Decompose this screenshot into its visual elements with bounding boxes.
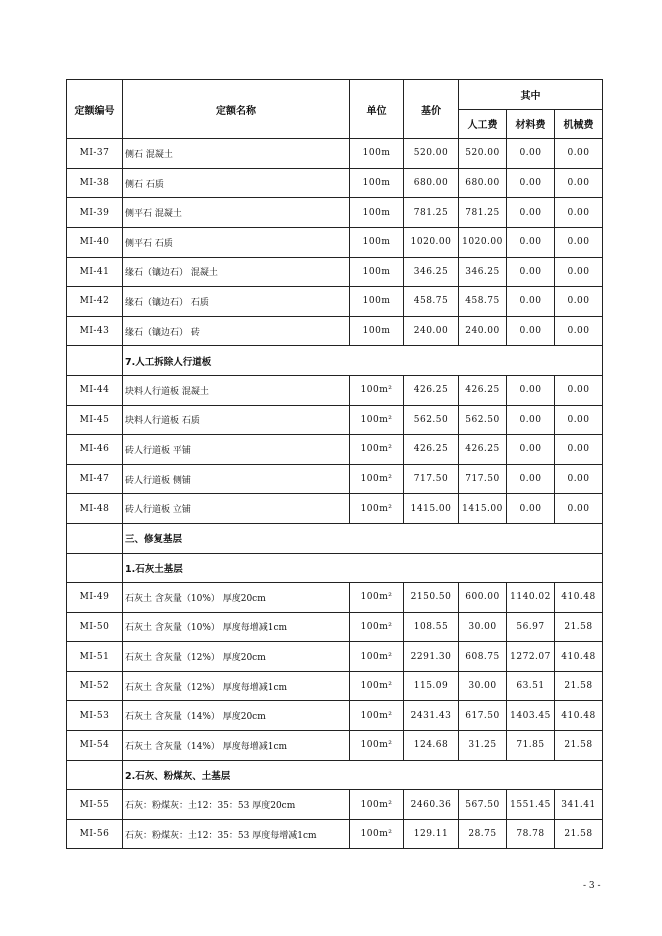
row-machine: 0.00 (555, 405, 603, 435)
row-material: 1403.45 (507, 701, 555, 731)
row-material: 1551.45 (507, 790, 555, 820)
table-row (67, 227, 603, 257)
row-base-price: 346.25 (404, 257, 459, 287)
table-row (67, 671, 603, 701)
row-material: 56.97 (507, 612, 555, 642)
row-labor: 31.25 (459, 731, 507, 761)
quota-table (66, 79, 603, 849)
row-material: 0.00 (507, 435, 555, 465)
row-labor: 426.25 (459, 375, 507, 405)
row-material: 1272.07 (507, 642, 555, 672)
section-row (67, 523, 603, 553)
row-base-price: 2460.36 (404, 790, 459, 820)
header-name: 定额名称 (123, 80, 350, 139)
section-title: 7.人工拆除人行道板 (123, 346, 603, 376)
row-material: 0.00 (507, 287, 555, 317)
row-labor: 600.00 (459, 583, 507, 613)
row-unit: 100m² (350, 583, 404, 613)
row-machine: 0.00 (555, 227, 603, 257)
row-material: 0.00 (507, 375, 555, 405)
row-code: MI-48 (67, 494, 123, 524)
row-material: 0.00 (507, 464, 555, 494)
header-code: 定额编号 (67, 80, 123, 139)
row-material: 0.00 (507, 494, 555, 524)
row-base-price: 108.55 (404, 612, 459, 642)
row-code: MI-42 (67, 287, 123, 317)
row-machine: 410.48 (555, 583, 603, 613)
table-body (67, 139, 603, 849)
row-code: MI-45 (67, 405, 123, 435)
row-unit: 100m (350, 227, 404, 257)
row-labor: 346.25 (459, 257, 507, 287)
page-number: - 3 - (583, 881, 601, 891)
table-row (67, 790, 603, 820)
table-row (67, 435, 603, 465)
row-material: 71.85 (507, 731, 555, 761)
row-labor: 426.25 (459, 435, 507, 465)
row-code: MI-46 (67, 435, 123, 465)
row-machine: 0.00 (555, 257, 603, 287)
row-machine: 410.48 (555, 642, 603, 672)
header-unit: 单位 (350, 80, 404, 139)
row-code: MI-40 (67, 227, 123, 257)
header-among: 其中 (459, 80, 603, 110)
table-row (67, 642, 603, 672)
row-machine: 21.58 (555, 819, 603, 849)
table-row (67, 612, 603, 642)
row-unit: 100m (350, 316, 404, 346)
table-row (67, 198, 603, 228)
table-row (67, 819, 603, 849)
row-unit: 100m (350, 198, 404, 228)
row-machine: 21.58 (555, 671, 603, 701)
section-row (67, 553, 603, 583)
row-name: 侧石 混凝土 (123, 139, 350, 169)
row-material: 0.00 (507, 316, 555, 346)
row-labor: 562.50 (459, 405, 507, 435)
row-name: 缘石（镶边石） 砖 (123, 316, 350, 346)
row-machine: 0.00 (555, 435, 603, 465)
row-labor: 717.50 (459, 464, 507, 494)
table-row (67, 287, 603, 317)
row-machine: 0.00 (555, 168, 603, 198)
header-row (67, 80, 603, 110)
row-name: 石灰土 含灰量（10%） 厚度20cm (123, 583, 350, 613)
table-row (67, 731, 603, 761)
row-code: MI-43 (67, 316, 123, 346)
table-row (67, 257, 603, 287)
row-machine: 21.58 (555, 612, 603, 642)
row-code: MI-54 (67, 731, 123, 761)
section-row (67, 346, 603, 376)
table-row (67, 139, 603, 169)
row-unit: 100m² (350, 435, 404, 465)
row-labor: 240.00 (459, 316, 507, 346)
row-base-price: 562.50 (404, 405, 459, 435)
row-machine: 0.00 (555, 464, 603, 494)
section-code-cell (67, 346, 123, 376)
row-machine: 0.00 (555, 375, 603, 405)
row-unit: 100m² (350, 375, 404, 405)
row-labor: 30.00 (459, 612, 507, 642)
row-name: 砖人行道板 立铺 (123, 494, 350, 524)
row-labor: 28.75 (459, 819, 507, 849)
section-code-cell (67, 553, 123, 583)
table-row (67, 494, 603, 524)
row-base-price: 717.50 (404, 464, 459, 494)
row-material: 0.00 (507, 139, 555, 169)
row-base-price: 680.00 (404, 168, 459, 198)
row-name: 侧石 石质 (123, 168, 350, 198)
row-labor: 1020.00 (459, 227, 507, 257)
row-name: 侧平石 混凝土 (123, 198, 350, 228)
row-labor: 617.50 (459, 701, 507, 731)
row-name: 块料人行道板 混凝土 (123, 375, 350, 405)
row-machine: 410.48 (555, 701, 603, 731)
row-name: 侧平石 石质 (123, 227, 350, 257)
row-name: 砖人行道板 侧铺 (123, 464, 350, 494)
row-unit: 100m² (350, 405, 404, 435)
row-base-price: 124.68 (404, 731, 459, 761)
table-row (67, 405, 603, 435)
row-material: 78.78 (507, 819, 555, 849)
row-machine: 341.41 (555, 790, 603, 820)
section-code-cell (67, 760, 123, 790)
row-unit: 100m² (350, 701, 404, 731)
row-material: 0.00 (507, 168, 555, 198)
row-name: 砖人行道板 平铺 (123, 435, 350, 465)
row-name: 块料人行道板 石质 (123, 405, 350, 435)
row-code: MI-53 (67, 701, 123, 731)
row-base-price: 115.09 (404, 671, 459, 701)
row-base-price: 426.25 (404, 435, 459, 465)
row-name: 石灰土 含灰量（12%） 厚度20cm (123, 642, 350, 672)
table-row (67, 464, 603, 494)
row-labor: 680.00 (459, 168, 507, 198)
row-name: 缘石（镶边石） 石质 (123, 287, 350, 317)
table-row (67, 316, 603, 346)
row-base-price: 520.00 (404, 139, 459, 169)
row-labor: 458.75 (459, 287, 507, 317)
section-title: 三、修复基层 (123, 523, 603, 553)
row-labor: 520.00 (459, 139, 507, 169)
table-row (67, 375, 603, 405)
row-unit: 100m² (350, 612, 404, 642)
row-labor: 567.50 (459, 790, 507, 820)
row-base-price: 458.75 (404, 287, 459, 317)
row-name: 石灰土 含灰量（10%） 厚度每增减1cm (123, 612, 350, 642)
section-title: 2.石灰、粉煤灰、土基层 (123, 760, 603, 790)
row-name: 缘石（镶边石） 混凝土 (123, 257, 350, 287)
row-labor: 30.00 (459, 671, 507, 701)
header-material: 材料费 (507, 109, 555, 139)
section-title: 1.石灰土基层 (123, 553, 603, 583)
row-unit: 100m (350, 139, 404, 169)
header-base-price: 基价 (404, 80, 459, 139)
row-labor: 608.75 (459, 642, 507, 672)
table-row (67, 701, 603, 731)
row-code: MI-38 (67, 168, 123, 198)
row-name: 石灰：粉煤灰：土12：35：53 厚度每增减1cm (123, 819, 350, 849)
row-machine: 0.00 (555, 139, 603, 169)
row-material: 0.00 (507, 198, 555, 228)
row-unit: 100m (350, 287, 404, 317)
row-base-price: 240.00 (404, 316, 459, 346)
row-unit: 100m² (350, 642, 404, 672)
row-code: MI-47 (67, 464, 123, 494)
row-machine: 0.00 (555, 287, 603, 317)
row-code: MI-39 (67, 198, 123, 228)
row-code: MI-56 (67, 819, 123, 849)
row-base-price: 2291.30 (404, 642, 459, 672)
row-machine: 0.00 (555, 198, 603, 228)
row-unit: 100m (350, 168, 404, 198)
row-base-price: 1020.00 (404, 227, 459, 257)
header-labor: 人工费 (459, 109, 507, 139)
row-code: MI-41 (67, 257, 123, 287)
row-code: MI-55 (67, 790, 123, 820)
row-material: 0.00 (507, 257, 555, 287)
row-material: 1140.02 (507, 583, 555, 613)
row-code: MI-49 (67, 583, 123, 613)
row-name: 石灰土 含灰量（12%） 厚度每增减1cm (123, 671, 350, 701)
row-machine: 0.00 (555, 316, 603, 346)
row-unit: 100m² (350, 731, 404, 761)
row-machine: 21.58 (555, 731, 603, 761)
row-base-price: 129.11 (404, 819, 459, 849)
row-base-price: 2150.50 (404, 583, 459, 613)
row-base-price: 2431.43 (404, 701, 459, 731)
row-name: 石灰：粉煤灰：土12：35：53 厚度20cm (123, 790, 350, 820)
table-row (67, 583, 603, 613)
row-base-price: 426.25 (404, 375, 459, 405)
row-unit: 100m² (350, 790, 404, 820)
row-material: 63.51 (507, 671, 555, 701)
row-material: 0.00 (507, 227, 555, 257)
row-machine: 0.00 (555, 494, 603, 524)
row-labor: 781.25 (459, 198, 507, 228)
row-code: MI-51 (67, 642, 123, 672)
row-base-price: 781.25 (404, 198, 459, 228)
row-code: MI-37 (67, 139, 123, 169)
row-unit: 100m² (350, 671, 404, 701)
row-labor: 1415.00 (459, 494, 507, 524)
row-code: MI-44 (67, 375, 123, 405)
row-unit: 100m² (350, 494, 404, 524)
row-name: 石灰土 含灰量（14%） 厚度20cm (123, 701, 350, 731)
row-unit: 100m² (350, 819, 404, 849)
row-base-price: 1415.00 (404, 494, 459, 524)
section-row (67, 760, 603, 790)
section-code-cell (67, 523, 123, 553)
row-unit: 100m (350, 257, 404, 287)
row-code: MI-50 (67, 612, 123, 642)
row-code: MI-52 (67, 671, 123, 701)
row-unit: 100m² (350, 464, 404, 494)
row-name: 石灰土 含灰量（14%） 厚度每增减1cm (123, 731, 350, 761)
row-material: 0.00 (507, 405, 555, 435)
table-row (67, 168, 603, 198)
header-machine: 机械费 (555, 109, 603, 139)
